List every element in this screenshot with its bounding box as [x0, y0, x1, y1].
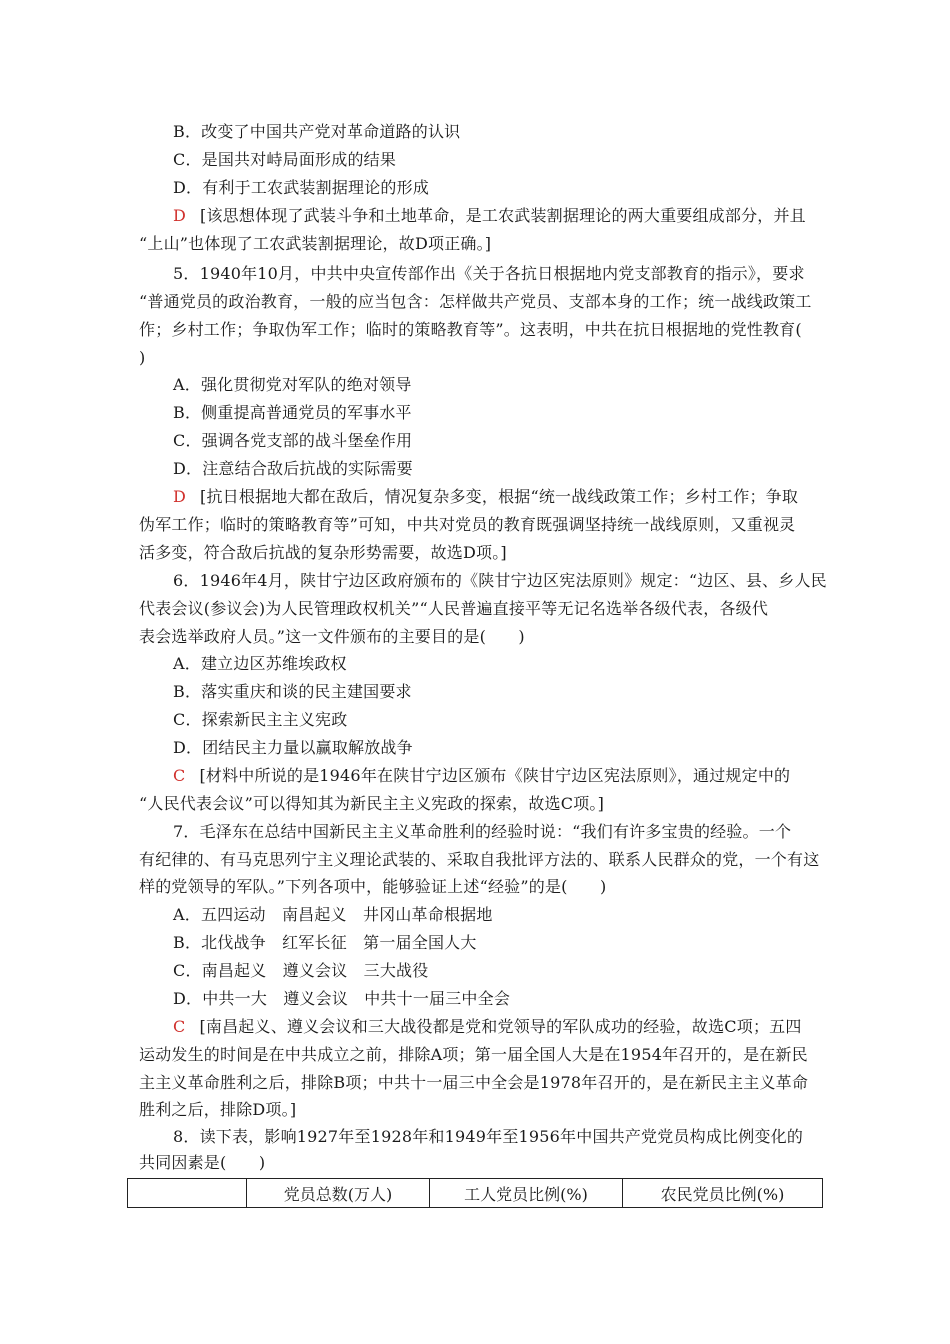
q7-explanation-text: [南昌起义、遵义会议和三大战役都是党和党领导的军队成功的经验，故选C项；五四 [199, 1017, 802, 1036]
q7-option-a: A．五四运动 南昌起义 井冈山革命根据地 [173, 905, 493, 924]
q7-stem-line-1: 7．毛泽东在总结中国新民主主义革命胜利的经验时说：“我们有许多宝贵的经验。一个 [173, 822, 792, 841]
table-header-cell: 党员总数(万人) [247, 1179, 430, 1208]
q4-explanation-text: [该思想体现了武装斗争和土地革命，是工农武装割据理论的两大重要组成部分，并且 [200, 206, 806, 225]
q5-option-a: A．强化贯彻党对军队的绝对领导 [173, 375, 412, 394]
q6-stem-line-3: 表会选举政府人员。”这一文件颁布的主要目的是( ) [139, 627, 525, 646]
q5-stem-line-3: 作；乡村工作；争取伪军工作；临时的策略教育等”。这表明，中共在抗日根据地的党性教育( [139, 320, 802, 339]
q7-option-d: D．中共一大 遵义会议 中共十一届三中全会 [173, 989, 511, 1008]
q7-explanation-line-4: 胜利之后，排除D项。] [139, 1100, 297, 1119]
q7-option-b: B．北伐战争 红军长征 第一届全国人大 [173, 933, 477, 952]
q5-stem-line-1: 5．1940年10月，中共中央宣传部作出《关于各抗日根据地内党支部教育的指示》，要求 [173, 264, 805, 283]
q6-option-d: D．团结民主力量以赢取解放战争 [173, 738, 413, 757]
q6-option-c: C．探索新民主主义宪政 [173, 710, 348, 729]
q5-explanation-line-3: 活多变，符合敌后抗战的复杂形势需要，故选D项。] [139, 543, 507, 562]
q5-explanation-line [173, 487, 798, 507]
q7-explanation-line [173, 1017, 802, 1037]
q4-explanation-line [173, 206, 806, 226]
q4-answer: D [173, 206, 187, 225]
q7-answer: C [173, 1017, 186, 1036]
q4-explanation-line-2: “上山”也体现了工农武装割据理论，故D项正确。] [139, 234, 492, 253]
q6-answer: C [173, 766, 186, 785]
q5-answer: D [173, 487, 187, 506]
q7-stem-line-3: 样的党领导的军队。”下列各项中，能够验证上述“经验”的是( ) [139, 877, 607, 896]
q5-stem-line-4: ) [139, 348, 146, 367]
q6-stem-line-2: 代表会议(参议会)为人民管理政权机关”“人民普遍直接平等无记名选举各级代表，各级代 [139, 599, 769, 618]
q7-stem-line-2: 有纪律的、有马克思列宁主义理论武装的、采取自我批评方法的、联系人民群众的党，一个有这 [139, 850, 820, 869]
q5-stem-line-2: “普通党员的政治教育，一般的应当包含：怎样做共产党员、支部本身的工作；统一战线政策工 [139, 292, 812, 311]
q5-option-c: C．强调各党支部的战斗堡垒作用 [173, 431, 413, 450]
q6-explanation-text: [材料中所说的是1946年在陕甘宁边区颁布《陕甘宁边区宪法原则》，通过规定中的 [199, 766, 791, 785]
q6-option-a: A．建立边区苏维埃政权 [173, 654, 347, 673]
q7-explanation-line-3: 主主义革命胜利之后，排除B项；中共十一届三中全会是1978年召开的，是在新民主主义革命 [139, 1073, 809, 1092]
q5-option-b: B．侧重提高普通党员的军事水平 [173, 403, 412, 422]
q4-option-c: C．是国共对峙局面形成的结果 [173, 150, 397, 169]
q7-explanation-line-2: 运动发生的时间是在中共成立之前，排除A项；第一届全国人大是在1954年召开的，是在新民 [139, 1045, 808, 1064]
table-header-cell: 工人党员比例(%) [430, 1179, 623, 1208]
table-header-cell [128, 1179, 247, 1208]
q8-stem-line-2: 共同因素是( ) [139, 1153, 266, 1172]
q8-stem-line-1: 8．读下表，影响1927年至1928年和1949年至1956年中国共产党党员构成比例变化的 [173, 1127, 804, 1146]
q5-option-d: D．注意结合敌后抗战的实际需要 [173, 459, 413, 478]
q6-explanation-line [173, 766, 790, 786]
q5-explanation-text: [抗日根据地大都在敌后，情况复杂多变，根据“统一战线政策工作；乡村工作；争取 [200, 487, 799, 506]
q4-option-d: D．有利于工农武装割据理论的形成 [173, 178, 430, 197]
table-header-cell: 农民党员比例(%) [623, 1179, 823, 1208]
q6-option-b: B．落实重庆和谈的民主建国要求 [173, 682, 412, 701]
q7-option-c: C．南昌起义 遵义会议 三大战役 [173, 961, 429, 980]
q8-table [127, 1178, 823, 1208]
table-header-row [128, 1179, 823, 1208]
q6-stem-line-1: 6．1946年4月，陕甘宁边区政府颁布的《陕甘宁边区宪法原则》规定：“边区、县、乡人民 [173, 571, 827, 590]
q6-explanation-line-2: “人民代表会议”可以得知其为新民主主义宪政的探索，故选C项。] [139, 794, 605, 813]
q4-option-b: B．改变了中国共产党对革命道路的认识 [173, 122, 461, 141]
q5-explanation-line-2: 伪军工作；临时的策略教育等”可知，中共对党员的教育既强调坚持统一战线原则，又重视灵 [139, 515, 796, 534]
